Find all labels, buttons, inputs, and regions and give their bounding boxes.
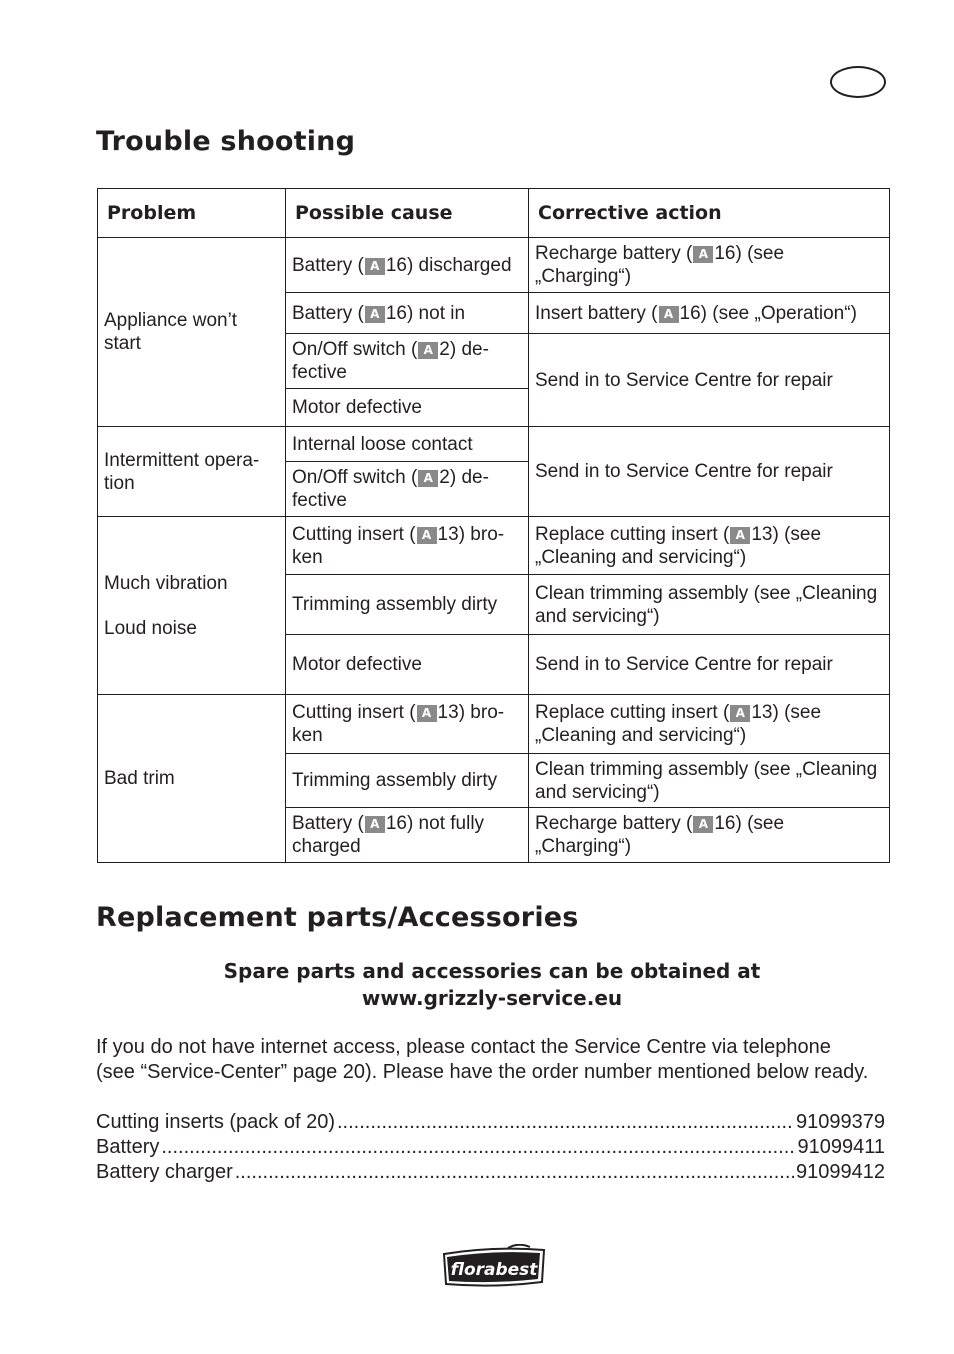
trouble-shooting-heading: Trouble shooting <box>96 126 356 157</box>
cause-cell: Battery ( A 16) not in <box>286 293 529 334</box>
cause-cell: Internal loose contact <box>286 427 529 462</box>
table-header-row <box>98 189 890 238</box>
figure-a-icon: A <box>693 816 713 833</box>
part-name: Cutting inserts (pack of 20) <box>96 1111 335 1133</box>
action-cell: Replace cutting insert ( A 13) (see „Cleaning and servicing“) <box>529 695 890 754</box>
cause-cell: On/Off switch ( A 2) de-fective <box>286 462 529 517</box>
replacement-parts-heading: Replacement parts/Accessories <box>96 902 579 933</box>
problem-cell: Much vibration Loud noise <box>98 517 286 695</box>
service-website: www.grizzly-service.eu <box>361 986 623 1010</box>
action-cell: Send in to Service Centre for repair <box>529 334 890 427</box>
contact-line: (see “Service-Center” page 20). Please have the order number mentioned below ready. <box>96 1061 869 1083</box>
action-cell: Recharge battery ( A 16) (see „Charging“) <box>529 238 890 293</box>
action-cell: Send in to Service Centre for repair <box>529 635 890 695</box>
spare-parts-line: Spare parts and accessories can be obtained at <box>223 959 761 983</box>
figure-a-icon: A <box>418 342 438 359</box>
cause-cell: Cutting insert ( A 13) bro-ken <box>286 695 529 754</box>
problem-cell: Intermittent opera-tion <box>98 427 286 517</box>
cause-cell: Trimming assembly dirty <box>286 754 529 808</box>
figure-a-icon: A <box>693 246 713 263</box>
figure-a-icon: A <box>418 470 438 487</box>
action-cell: Insert battery ( A 16) (see „Operation“) <box>529 293 890 334</box>
cause-cell: On/Off switch ( A 2) de-fective <box>286 334 529 389</box>
spare-parts-notice <box>96 958 888 1012</box>
cause-cell: Battery ( A 16) discharged <box>286 238 529 293</box>
figure-a-icon: A <box>365 306 385 323</box>
figure-a-icon: A <box>659 306 679 323</box>
figure-a-icon: A <box>730 705 750 722</box>
language-oval <box>830 66 886 98</box>
part-name: Battery charger <box>96 1161 233 1183</box>
list-item <box>96 1160 885 1185</box>
contact-info <box>96 1035 896 1085</box>
action-cell: Clean trimming assembly (see „Cleaning and servicing“) <box>529 575 890 635</box>
figure-a-icon: A <box>365 816 385 833</box>
figure-a-icon: A <box>417 527 437 544</box>
header-possible-cause: Possible cause <box>286 189 529 238</box>
contact-line: If you do not have internet access, please contact the Service Centre via telephone <box>96 1036 831 1058</box>
part-number: 91099412 <box>796 1161 885 1183</box>
figure-a-icon: A <box>730 527 750 544</box>
cause-cell: Cutting insert ( A 13) bro-ken <box>286 517 529 575</box>
problem-cell: Bad trim <box>98 695 286 863</box>
table-row <box>98 517 890 575</box>
florabest-logo <box>438 1244 550 1288</box>
troubleshooting-table <box>97 188 890 863</box>
header-problem: Problem <box>98 189 286 238</box>
list-item <box>96 1110 885 1135</box>
part-number: 91099379 <box>796 1111 885 1133</box>
table-row <box>98 427 890 462</box>
parts-list <box>96 1110 885 1185</box>
part-number: 91099411 <box>797 1136 885 1158</box>
action-cell: Replace cutting insert ( A 13) (see „Cleaning and servicing“) <box>529 517 890 575</box>
dot-leader <box>161 1135 795 1160</box>
action-cell: Send in to Service Centre for repair <box>529 427 890 517</box>
action-cell: Recharge battery ( A 16) (see „Charging“) <box>529 808 890 863</box>
header-corrective-action: Corrective action <box>529 189 890 238</box>
dot-leader <box>337 1110 794 1135</box>
table-row <box>98 238 890 293</box>
list-item <box>96 1135 885 1160</box>
problem-cell: Appliance won’t start <box>98 238 286 427</box>
cause-cell: Motor defective <box>286 635 529 695</box>
figure-a-icon: A <box>417 705 437 722</box>
dot-leader <box>235 1160 794 1185</box>
cause-cell: Motor defective <box>286 389 529 427</box>
part-name: Battery <box>96 1136 160 1158</box>
brand-text: florabest <box>450 1260 538 1280</box>
cause-cell: Battery ( A 16) not fully charged <box>286 808 529 863</box>
cause-cell: Trimming assembly dirty <box>286 575 529 635</box>
figure-a-icon: A <box>365 258 385 275</box>
action-cell: Clean trimming assembly (see „Cleaning and servicing“) <box>529 754 890 808</box>
table-row <box>98 695 890 754</box>
